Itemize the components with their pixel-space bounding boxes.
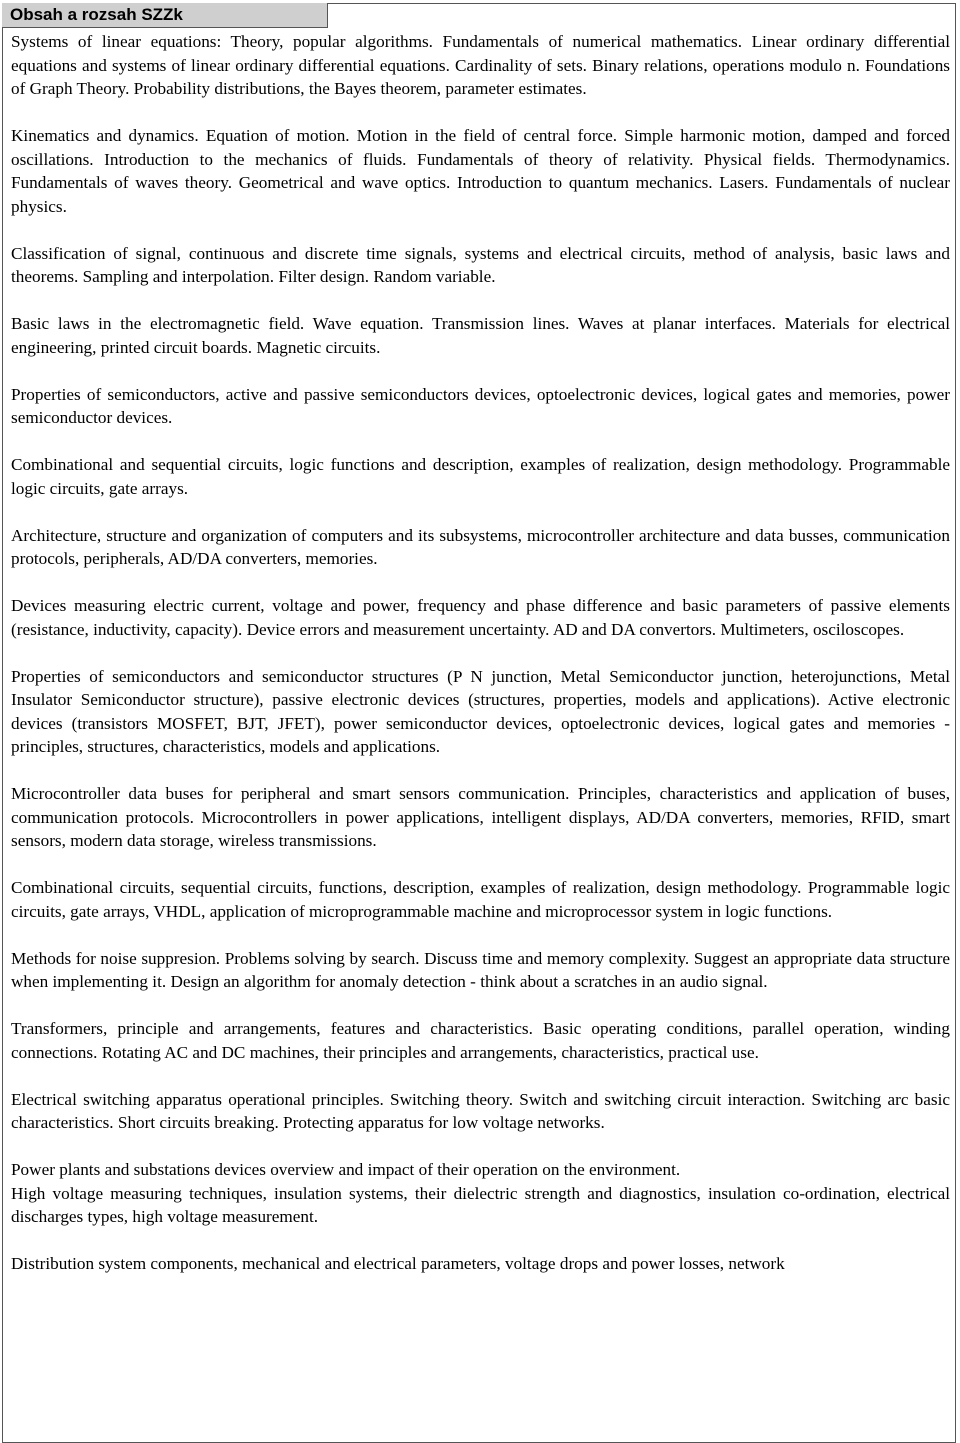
paragraph-logic-circuits: Combinational and sequential circuits, logic functions and description, examples of realization, design methodology. Programmable logic circuits, gate arrays. [11, 455, 950, 498]
paragraph-distribution: Distribution system components, mechanical and electrical parameters, voltage drops and power losses, network [11, 1254, 785, 1273]
paragraph-switching: Electrical switching apparatus operational principles. Switching theory. Switch and switching circuit interaction. Switching arc basic characteristics. Short circuits breaking. Protecting apparatus for low voltage networks. [11, 1089, 950, 1132]
paragraph-microcontrollers: Microcontroller data buses for peripheral and smart sensors communication. Principles, characteristics and application of buses, communication protocols. Microcontrollers in power applications, intelligent displays, AD/DA converters, memories, RFID, smart sensors, modern data storage, wireless transmissions. [11, 784, 950, 850]
paragraph-computer-architecture: Architecture, structure and organization of computers and its subsystems, microcontroller architecture and data busses, communication protocols, peripherals, AD/DA converters, memories. [11, 525, 950, 568]
paragraph-high-voltage: High voltage measuring techniques, insulation systems, their dielectric strength and diagnostics, insulation co-ordination, electrical discharges types, high voltage measurement. [11, 1183, 950, 1226]
paragraph-measurement: Devices measuring electric current, voltage and power, frequency and phase difference and basic parameters of passive elements (resistance, inductivity, capacity). Device errors and measurement uncertainty. AD and DA convertors. Multimeters, osciloscopes. [11, 596, 950, 639]
paragraph-digital-design: Combinational circuits, sequential circuits, functions, description, examples of realization, design methodology. Programmable logic circuits, gate arrays, VHDL, application of microprogrammable machine and microprocessor system in logic functions. [11, 878, 950, 921]
paragraph-physics: Kinematics and dynamics. Equation of motion. Motion in the field of central force. Simple harmonic motion, damped and forced oscillations. Introduction to the mechanics of fluids. Fundamentals of theory of relativity. Physical fields. Thermodynamics. Fundamentals of waves theory. Geometrical and wave optics. Introduction to quantum mechanics. Lasers. Fundamentals of nuclear physics. [11, 126, 950, 216]
paragraph-math: Systems of linear equations: Theory, popular algorithms. Fundamentals of numerical mathematics. Linear ordinary differential equations and systems of linear ordinary differential equations. Cardinality of sets. Binary relations, operations modulo n. Foundations of Graph Theory. Probability distributions, the Bayes theorem, parameter estimates. [11, 32, 950, 98]
paragraph-semiconductor-structures: Properties of semiconductors and semiconductor structures (P N junction, Metal Semiconductor junction, heterojunctions, Metal Insulator Semiconductor structure), passive electronic devices (structures, properties, models and applications). Active electronic devices (transistors MOSFET, BJT, JFET), power semiconductor devices, optoelectronic devices, logical gates and memories - principles, structures, characteristics, models and applications. [11, 666, 950, 756]
paragraph-power-plants: Power plants and substations devices overview and impact of their operation on the environment. [11, 1160, 681, 1179]
section-header: Obsah a rozsah SZZk [2, 3, 328, 28]
paragraph-algorithms: Methods for noise suppresion. Problems solving by search. Discuss time and memory complexity. Suggest an appropriate data structure when implementing it. Design an algorithm for anomaly detection - think about a scratches in an audio signal. [11, 948, 950, 991]
content-area [11, 30, 950, 1299]
paragraph-signals: Classification of signal, continuous and discrete time signals, systems and electrical circuits, method of analysis, basic laws and theorems. Sampling and interpolation. Filter design. Random variable. [11, 243, 950, 286]
paragraph-machines: Transformers, principle and arrangements, features and characteristics. Basic operating conditions, parallel operation, winding connections. Rotating AC and DC machines, their principles and arrangements, characteristics, practical use. [11, 1019, 950, 1062]
paragraph-semiconductors: Properties of semiconductors, active and passive semiconductors devices, optoelectronic devices, logical gates and memories, power semiconductor devices. [11, 384, 950, 427]
paragraph-electromagnetics: Basic laws in the electromagnetic field. Wave equation. Transmission lines. Waves at planar interfaces. Materials for electrical engineering, printed circuit boards. Magnetic circuits. [11, 314, 950, 357]
